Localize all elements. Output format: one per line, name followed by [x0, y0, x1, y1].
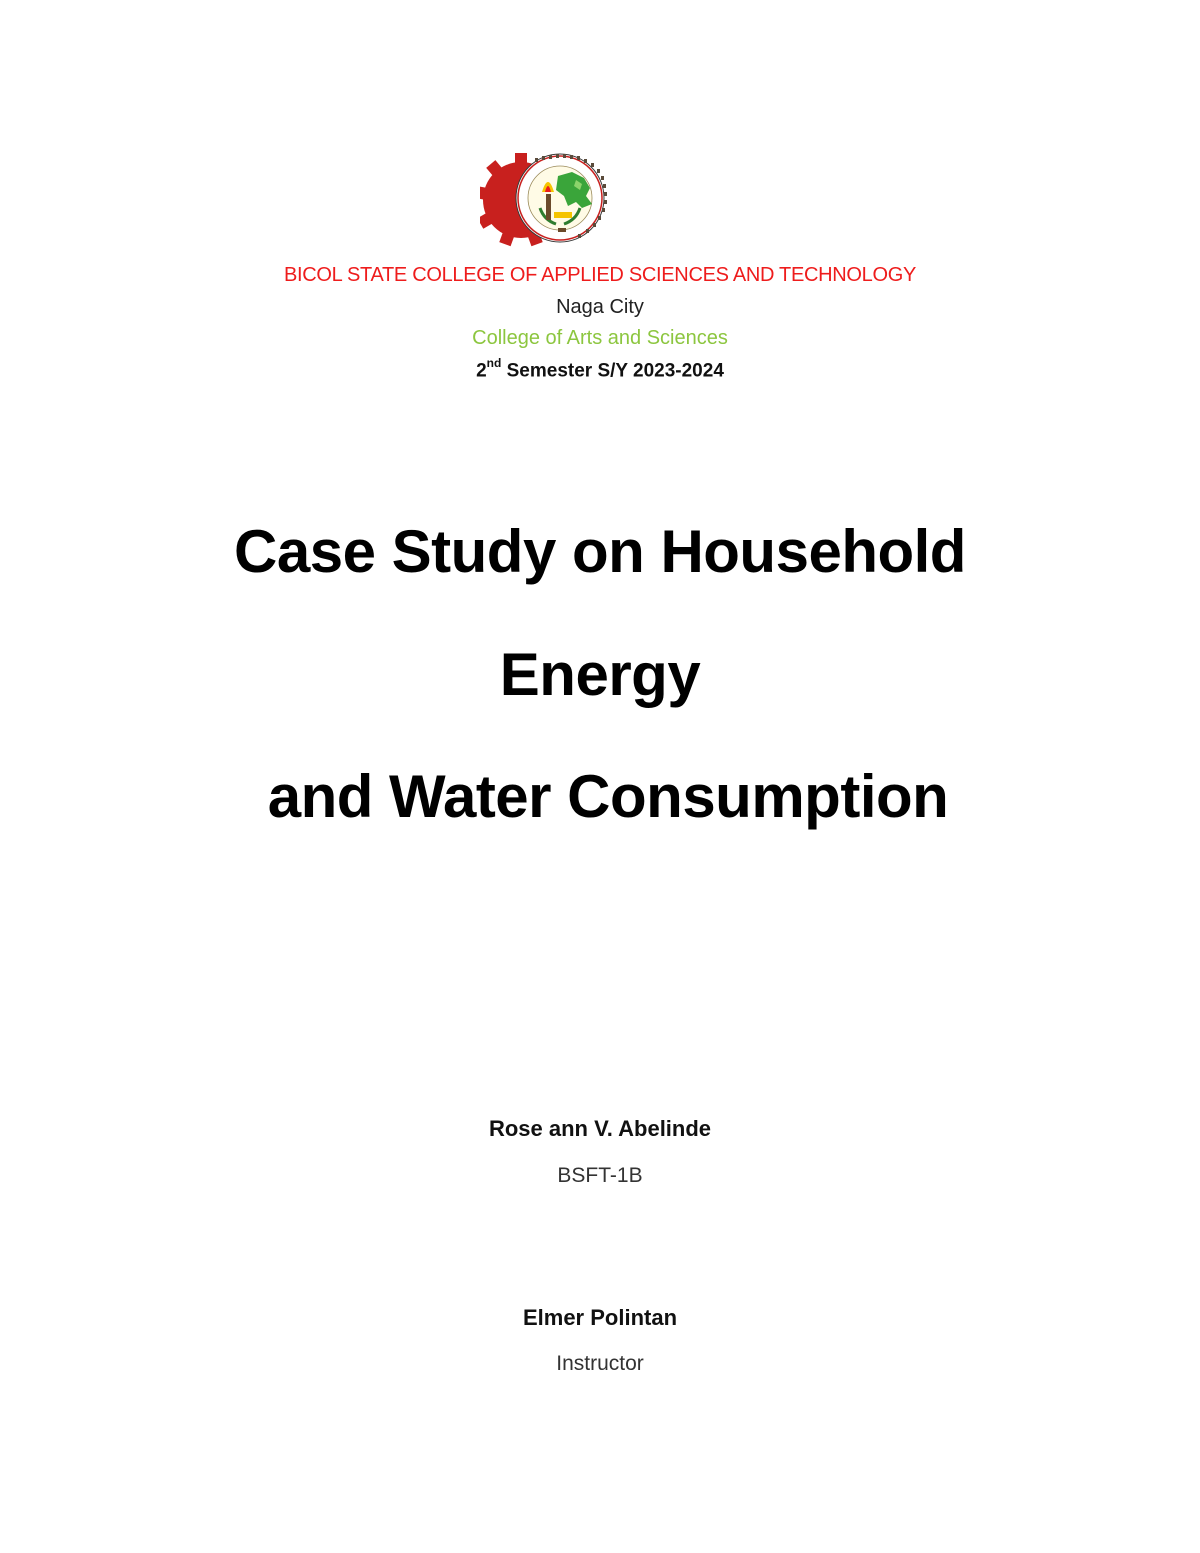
institution-name: BICOL STATE COLLEGE OF APPLIED SCIENCES AND TECHNOLOGY	[283, 264, 917, 286]
college-seal-icon-graphic	[480, 150, 630, 250]
semester-suffix: nd	[486, 356, 502, 370]
document-title-line-1: Case Study on Household	[234, 518, 966, 585]
student-section: BSFT-1B	[557, 1164, 643, 1187]
semester-text: Semester S/Y 2023-2024	[501, 360, 724, 382]
instructor-name: Elmer Polintan	[522, 1305, 678, 1330]
college-name: College of Arts and Sciences	[472, 327, 728, 349]
college-seal-icon	[480, 150, 630, 250]
instructor-role: Instructor	[556, 1352, 644, 1375]
city-name: Naga City	[556, 296, 644, 318]
document-title-line-3: and Water Consumption	[267, 763, 949, 830]
document-title-line-2: Energy	[499, 641, 701, 708]
student-name: Rose ann V. Abelinde	[488, 1116, 712, 1141]
semester-number: 2	[476, 360, 487, 382]
semester-line	[0, 358, 1200, 382]
